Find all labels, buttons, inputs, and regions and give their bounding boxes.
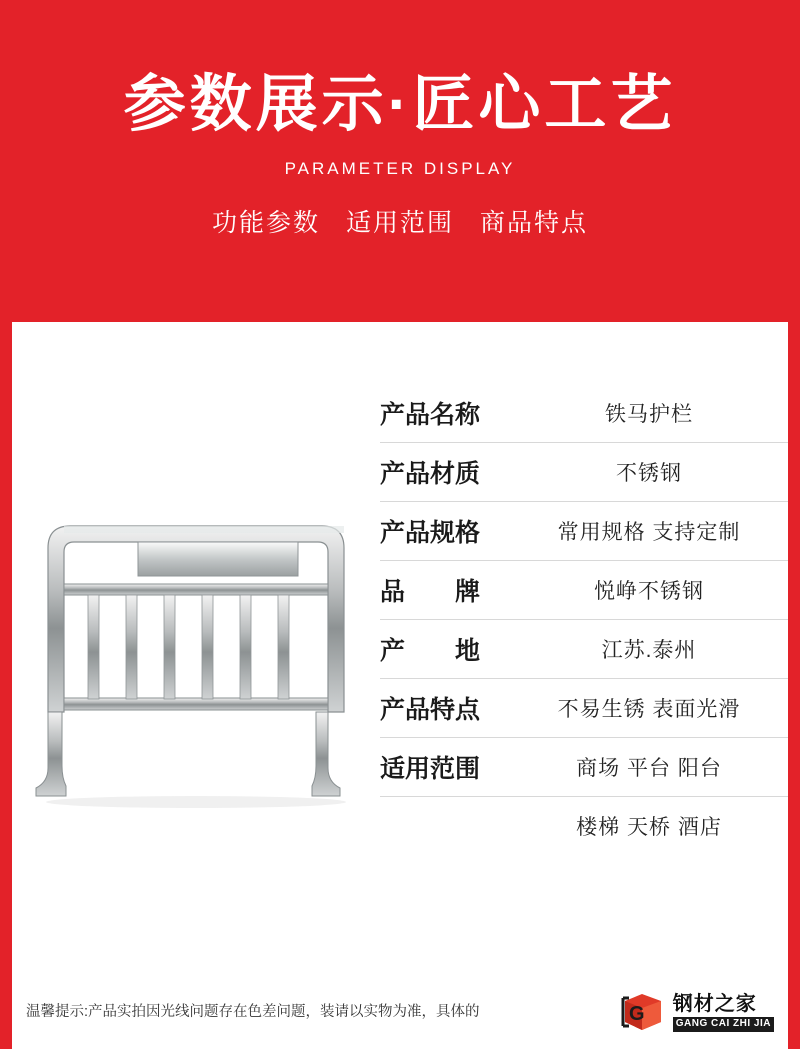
table-row xyxy=(380,502,788,561)
page-title: 参数展示·匠心工艺 xyxy=(123,70,677,139)
footer-note: 温馨提示:产品实拍因光线问题存在色差问题，装请以实物为准，具体的 xyxy=(26,1004,480,1021)
spec-value: 楼梯 天桥 酒店 xyxy=(576,816,722,839)
spec-label: 适用范围 xyxy=(380,755,481,783)
table-row xyxy=(380,679,788,738)
header-banner xyxy=(0,0,800,322)
spec-label: 品 牌 xyxy=(380,578,481,606)
content-card xyxy=(12,322,788,977)
brand-logo xyxy=(621,992,774,1034)
spec-label: 产品材质 xyxy=(380,460,481,488)
spec-value: 常用规格 支持定制 xyxy=(557,521,741,544)
header-tag-list xyxy=(0,203,800,239)
product-image-area xyxy=(12,322,380,977)
cube-logo-icon xyxy=(621,992,665,1034)
svg-text:G: G xyxy=(628,1003,645,1025)
header-tag-2: 商品特点 xyxy=(480,209,589,238)
spec-value: 江苏.泰州 xyxy=(601,639,697,662)
header-tag-1: 适用范围 xyxy=(345,209,454,238)
brand-name-en: GANG CAI ZHI JIA xyxy=(673,1017,774,1032)
fence-product-illustration xyxy=(26,500,366,810)
spec-value: 不锈钢 xyxy=(616,462,682,485)
table-row xyxy=(380,384,788,443)
spec-label: 产品名称 xyxy=(380,401,481,429)
spec-label: 产品规格 xyxy=(380,519,481,547)
table-row xyxy=(380,738,788,797)
spec-label: 产品特点 xyxy=(380,696,481,724)
spec-value: 商场 平台 阳台 xyxy=(576,757,722,780)
spec-table xyxy=(380,322,788,977)
spec-label: 产 地 xyxy=(380,637,481,665)
header-tag-0: 功能参数 xyxy=(211,209,320,238)
page-subtitle-en: PARAMETER DISPLAY xyxy=(284,159,516,179)
table-row xyxy=(380,443,788,502)
table-row xyxy=(380,561,788,620)
spec-value: 不易生锈 表面光滑 xyxy=(557,698,741,721)
footer-bar xyxy=(12,977,788,1049)
table-row xyxy=(380,620,788,679)
table-row xyxy=(380,797,788,855)
brand-name-cn: 钢材之家 xyxy=(672,993,757,1016)
spec-value: 悦峥不锈钢 xyxy=(594,580,704,603)
spec-value: 铁马护栏 xyxy=(605,403,693,426)
